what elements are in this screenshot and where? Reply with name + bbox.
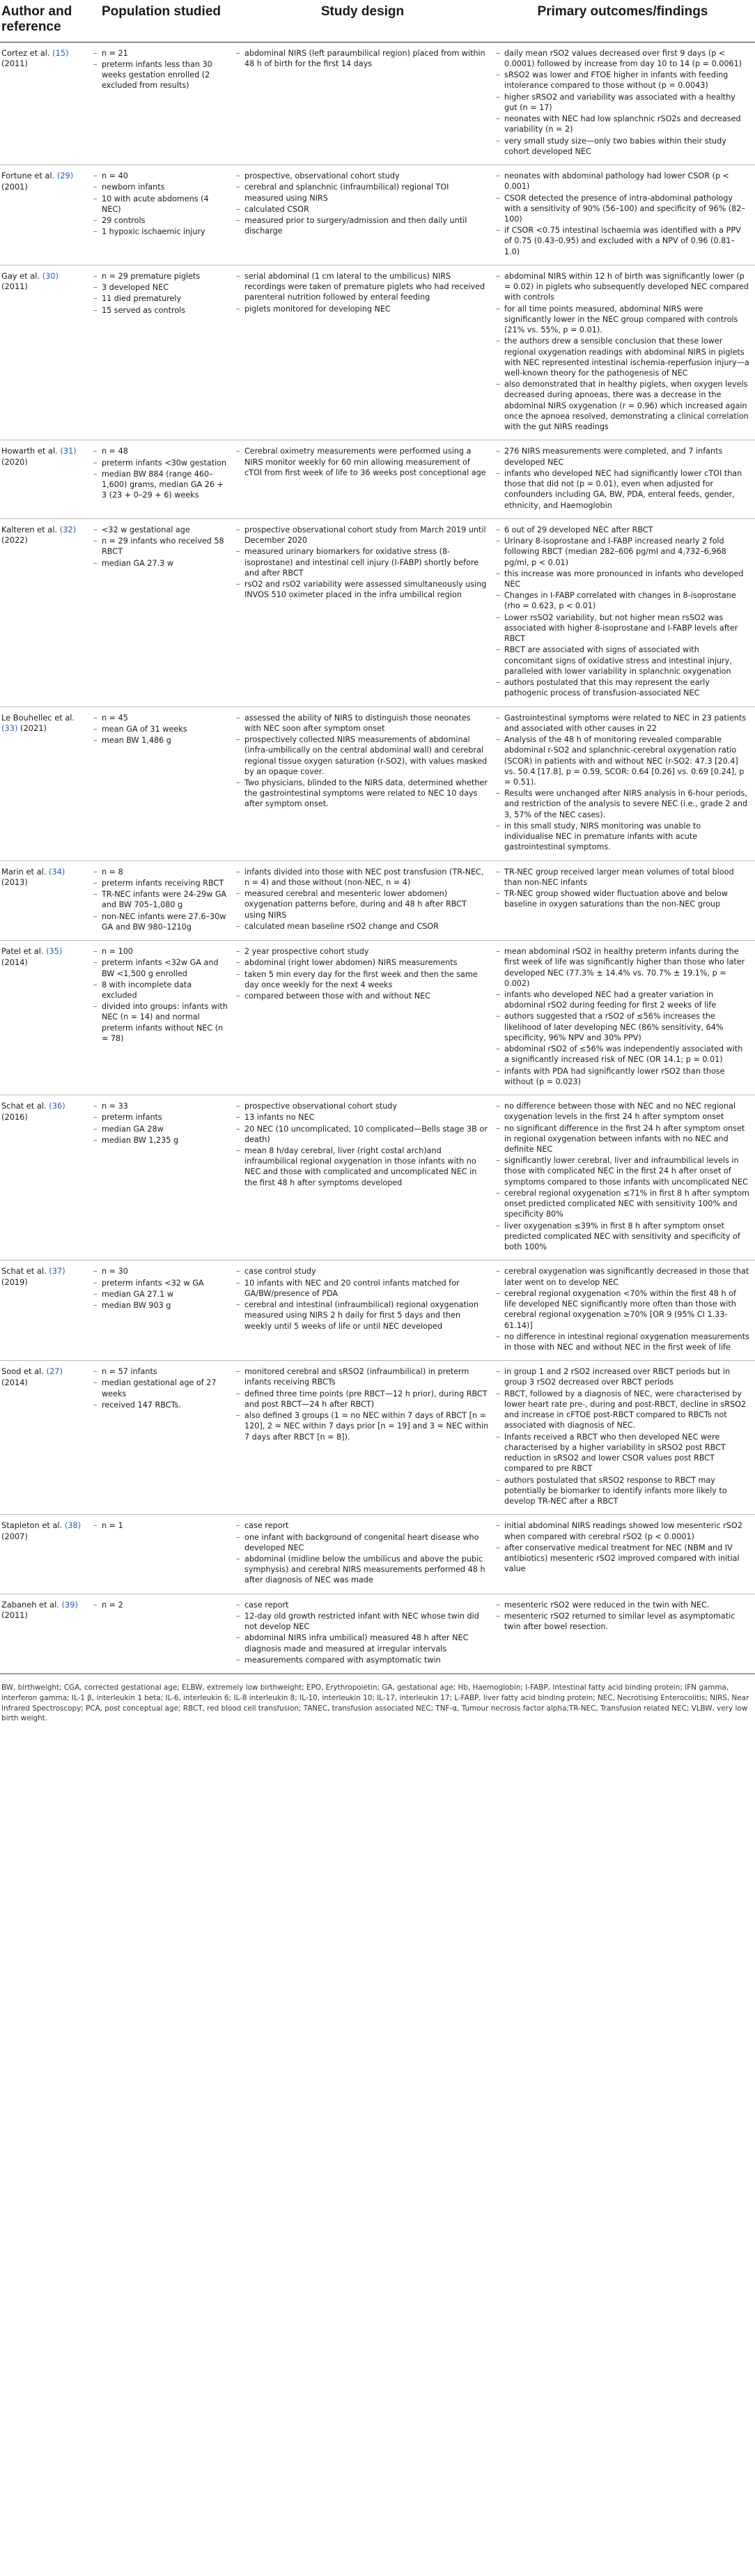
author-cell	[0, 518, 92, 707]
list-item: – newborn infants	[93, 182, 229, 192]
author-cell	[0, 440, 92, 518]
reference-link[interactable]: (31)	[60, 446, 77, 456]
outcomes-cell	[495, 42, 755, 164]
list-item: – piglets monitored for developing NEC	[236, 304, 489, 314]
population-list	[93, 171, 229, 237]
list-item: – case report	[236, 1600, 489, 1610]
list-item: – prospectively collected NIRS measurements of abdominal (infra-umbilically on the central abdominal wall) and cerebral regional tissue oxygen saturation (r-SO2), with values masked by an opaque cover.	[236, 734, 489, 777]
design-cell	[235, 440, 495, 518]
publication-year: (2011)	[1, 281, 28, 292]
list-item: – rsO2 and rsO2 variability were assessed simultaneously using INVOS 510 oximeter placed in the infra umbilical region	[236, 579, 489, 600]
list-item: – n = 48	[93, 446, 229, 456]
design-cell	[235, 941, 495, 1095]
list-item: – abdominal rSO2 of ≤56% was independently associated with a significantly increased risk of NEC (OR 14.1; p = 0.01)	[496, 1044, 749, 1065]
design-cell	[235, 1095, 495, 1260]
list-item: – measured urinary biomarkers for oxidative stress (8-isoprostane) and intestinal cell injury (I-FABP) shortly before and after RBCT	[236, 546, 489, 578]
list-item: – n = 30	[93, 1266, 229, 1277]
list-item: – initial abdominal NIRS readings showed low mesenteric rSO2 when compared with cerebral rSO2 (p < 0.0001)	[496, 1520, 749, 1541]
list-item: – RBCT, followed by a diagnosis of NEC, were characterised by lower heart rate pre-, during and post-RBCT, decline in sRSO2 and increase in cFTOE post-RBCT compared to RBCTs not associated with diagnosis of NEC.	[496, 1389, 749, 1431]
list-item: – median GA 27.1 w	[93, 1289, 229, 1299]
table-row	[0, 165, 755, 265]
design-list	[236, 525, 489, 601]
author-cell	[0, 1095, 92, 1260]
reference-link[interactable]: (29)	[56, 171, 74, 181]
list-item: – n = 100	[93, 946, 229, 957]
outcomes-list	[496, 171, 749, 257]
population-cell	[92, 861, 235, 940]
design-list	[236, 867, 489, 932]
outcomes-cell	[495, 440, 755, 518]
list-item: – received 147 RBCTs.	[93, 1400, 229, 1410]
table-row	[0, 265, 755, 440]
list-item: – in group 1 and 2 rSO2 increased over RBCT periods but in group 3 rSO2 decreased over RBCT periods	[496, 1366, 749, 1387]
reference-link[interactable]: (39)	[61, 1599, 78, 1610]
author-cell	[0, 1260, 92, 1361]
list-item: – 276 NIRS measurements were completed, and 7 infants developed NEC	[496, 446, 749, 467]
population-list	[93, 48, 229, 91]
design-list	[236, 1366, 489, 1442]
list-item: – calculated CSOR	[236, 204, 489, 215]
list-item: – cerebral regional oxygenation <70% within the first 48 h of life developed NEC significantly more often than those with cerebral regional oxygenation ≥70% [OR 9 (95% CI 1.33-61.14)]	[496, 1288, 749, 1331]
list-item: – no significant difference in the first 24 h after symptom onset in regional oxygenation between infants with no NEC and definite NEC	[496, 1123, 749, 1155]
population-cell	[92, 1515, 235, 1594]
reference-link[interactable]: (36)	[49, 1101, 65, 1111]
design-cell	[235, 165, 495, 265]
outcomes-cell	[495, 265, 755, 440]
author-name: Howarth et al.	[1, 446, 58, 456]
design-cell	[235, 707, 495, 861]
table-row	[0, 941, 755, 1095]
list-item: – defined three time points (pre RBCT—12 h prior), during RBCT and post RBCT—24 h after RBCT)	[236, 1389, 489, 1410]
reference-link[interactable]: (27)	[46, 1366, 63, 1377]
publication-year: (2013)	[1, 877, 28, 888]
list-item: – also defined 3 groups (1 = no NEC within 7 days of RBCT [n = 120], 2 = NEC within 7 days prior [n = 19] and 3 = NEC within 7 days after RBCT [n = 8]).	[236, 1410, 489, 1442]
list-item: – 8 with incomplete data excluded	[93, 980, 229, 1001]
list-item: – very small study size—only two babies within their study cohort developed NEC	[496, 136, 749, 157]
list-item: – for all time points measured, abdominal NIRS were significantly lower in the NEC group compared with controls (21% vs. 55%, p = 0.01).	[496, 304, 749, 336]
list-item: – authors postulated that this may represent the early pathogenic process of transfusion-associated NEC	[496, 677, 749, 698]
list-item: – 2 year prospective cohort study	[236, 946, 489, 957]
author-cell	[0, 861, 92, 940]
list-item: – liver oxygenation ≤39% in first 8 h after symptom onset predicted complicated NEC with sensitivity and specificity of both 100%	[496, 1221, 749, 1253]
table-row	[0, 518, 755, 707]
author-name: Patel et al.	[1, 946, 44, 957]
author-cell	[0, 1515, 92, 1594]
publication-year: (2019)	[1, 1277, 28, 1287]
author-name: Gay et al.	[1, 270, 40, 281]
list-item: – median BW 884 (range 460–1,600) grams, median GA 26 + 3 (23 + 0–29 + 6) weeks	[93, 469, 229, 501]
population-list	[93, 1366, 229, 1410]
list-item: – preterm infants receiving RBCT	[93, 878, 229, 888]
population-list	[93, 1101, 229, 1146]
list-item: – Infants received a RBCT who then developed NEC were characterised by a higher variability in sRSO2 post RBCT reduction in sRSO2 and lower CSOR values post RBCT compared to pre RBCT	[496, 1432, 749, 1474]
list-item: – assessed the ability of NIRS to distinguish those neonates with NEC soon after symptom onset	[236, 713, 489, 734]
list-item: – this increase was more pronounced in infants who developed NEC	[496, 569, 749, 589]
table-row	[0, 440, 755, 518]
author-cell	[0, 265, 92, 440]
list-item: – n = 57 infants	[93, 1366, 229, 1377]
list-item: – Gastrointestinal symptoms were related to NEC in 23 patients and associated with other causes in 22	[496, 713, 749, 734]
list-item: – mesenteric rSO2 were reduced in the twin with NEC.	[496, 1600, 749, 1610]
reference-link[interactable]: (34)	[48, 866, 65, 877]
outcomes-list	[496, 1520, 749, 1574]
list-item: – TR-NEC infants were 24-29w GA and BW 705–1,080 g	[93, 889, 229, 910]
outcomes-list	[496, 1600, 749, 1633]
list-item: – 6 out of 29 developed NEC after RBCT	[496, 525, 749, 535]
reference-link[interactable]: (35)	[46, 946, 63, 957]
list-item: – infants divided into those with NEC post transfusion (TR-NEC, n = 4) and those without (non-NEC, n = 4)	[236, 867, 489, 888]
list-item: – mean GA of 31 weeks	[93, 724, 229, 734]
list-item: – no difference in intestinal regional oxygenation measurements in those with NEC and without NEC in the first week of life	[496, 1332, 749, 1352]
list-item: – measured prior to surgery/admission and then daily until discharge	[236, 215, 489, 236]
list-item: – sRSO2 was lower and FTOE higher in infants with feeding intolerance compared to those without (p = 0.0043)	[496, 70, 749, 91]
list-item: – preterm infants <30w gestation	[93, 458, 229, 468]
table-header	[0, 0, 755, 42]
outcomes-list	[496, 1266, 749, 1352]
reference-link[interactable]: (37)	[49, 1266, 65, 1277]
reference-link[interactable]: (33)	[1, 723, 18, 734]
list-item: – prospective observational cohort study from March 2019 until December 2020	[236, 525, 489, 546]
list-item: – prospective observational cohort study	[236, 1101, 489, 1111]
design-list	[236, 446, 489, 478]
population-cell	[92, 165, 235, 265]
list-item: – monitored cerebral and sRSO2 (infraumbilical) in preterm infants receiving RBCTs	[236, 1366, 489, 1387]
list-item: – authors suggested that a rSO2 of ≤56% increases the likelihood of later developing NEC (86% sensitivity, 64% specificity, 96% NPV and 30% PPV)	[496, 1011, 749, 1043]
list-item: – abdominal NIRS within 12 h of birth was significantly lower (p = 0.02) in piglets who subsequently developed NEC compared with controls	[496, 271, 749, 303]
design-cell	[235, 1361, 495, 1515]
author-name: Sood et al.	[1, 1366, 44, 1377]
list-item: – 13 infants no NEC	[236, 1112, 489, 1123]
design-cell	[235, 1594, 495, 1673]
population-list	[93, 525, 229, 569]
population-list	[93, 1266, 229, 1311]
list-item: – no difference between those with NEC and no NEC regional oxygenation levels in the first 24 h after symptom onset	[496, 1101, 749, 1122]
outcomes-cell	[495, 707, 755, 861]
author-name: Cortez et al.	[1, 47, 50, 58]
list-item: – infants who developed NEC had significantly lower cTOI than those that did not (p = 0.01), even when adjusted for confounders including GA, BW, PDA, enteral feeds, gender, ethnicity, and Haemoglobin	[496, 468, 749, 511]
author-name: Marin et al.	[1, 866, 47, 877]
list-item: – <32 w gestational age	[93, 525, 229, 535]
list-item: – prospective, observational cohort study	[236, 171, 489, 181]
reference-link[interactable]: (38)	[64, 1520, 81, 1531]
population-list	[93, 271, 229, 316]
list-item: – preterm infants <32 w GA	[93, 1278, 229, 1288]
list-item: – Cerebral oximetry measurements were performed using a NIRS monitor weekly for 60 min allowing measurement of cTOI from first week of life to 36 weeks post conceptional age	[236, 446, 489, 478]
publication-year: (2011)	[1, 1610, 28, 1621]
list-item: – cerebral and intestinal (infraumbilical) regional oxygenation measured using NIRS 2 h daily for first 5 days and then weekly until 5 weeks of life or until NEC developed	[236, 1299, 489, 1332]
list-item: – preterm infants	[93, 1112, 229, 1123]
design-cell	[235, 265, 495, 440]
list-item: – compared between those with and without NEC	[236, 991, 489, 1001]
header-design: Study design	[235, 0, 495, 42]
outcomes-cell	[495, 518, 755, 707]
list-item: – n = 45	[93, 713, 229, 723]
outcomes-cell	[495, 1361, 755, 1515]
list-item: – serial abdominal (1 cm lateral to the umbilicus) NIRS recordings were taken of premature piglets who had received parenteral nutrition followed by enteral feeding	[236, 271, 489, 303]
design-list	[236, 1266, 489, 1331]
population-list	[93, 946, 229, 1044]
population-cell	[92, 707, 235, 861]
population-cell	[92, 1095, 235, 1260]
list-item: – taken 5 min every day for the first week and then the same day once weekly for the next 4 weeks	[236, 969, 489, 990]
population-cell	[92, 1361, 235, 1515]
header-outcomes: Primary outcomes/findings	[495, 0, 755, 42]
header-author: Author and reference	[0, 0, 92, 42]
author-cell	[0, 42, 92, 164]
list-item: – preterm infants less than 30 weeks gestation enrolled (2 excluded from results)	[93, 59, 229, 91]
reference-link[interactable]: (32)	[59, 524, 77, 534]
list-item: – after conservative medical treatment for NEC (NBM and IV antibiotics) mesenteric rSO2 improved compared with initial value	[496, 1543, 749, 1575]
list-item: – cerebral regional oxygenation ≤71% in first 8 h after symptom onset predicted complicated NEC with sensitivity 100% and specificity 80%	[496, 1188, 749, 1220]
design-list	[236, 713, 489, 810]
list-item: – Results were unchanged after NIRS analysis in 6-hour periods, and restriction of the analysis to severe NEC (i.e., grade 2 and 3, 57% of the NEC cases).	[496, 788, 749, 820]
population-list	[93, 713, 229, 746]
list-item: – Two physicians, blinded to the NIRS data, determined whether the gastrointestinal symptoms were related to NEC 10 days after symptom onset.	[236, 778, 489, 810]
list-item: – in this small study, NIRS monitoring was unable to individualise NEC in premature infants with acute gastrointestinal symptoms.	[496, 821, 749, 853]
list-item: – Lower rsSO2 variability, but not higher mean rsSO2 was associated with higher 8-isoprostane and I-FABP levels after RBCT	[496, 612, 749, 645]
list-item: – n = 21	[93, 48, 229, 59]
publication-year: (2022)	[1, 535, 28, 546]
list-item: – TR-NEC group showed wider fluctuation above and below baseline in oxygen saturations than the non-NEC group	[496, 888, 749, 909]
author-name: Le Bouhellec et al.	[1, 712, 75, 723]
design-cell	[235, 1515, 495, 1594]
list-item: – 10 with acute abdomens (4 NEC)	[93, 194, 229, 215]
population-list	[93, 1520, 229, 1531]
list-item: – n = 8	[93, 867, 229, 877]
author-name: Kalteren et al.	[1, 524, 58, 534]
outcomes-list	[496, 271, 749, 433]
table-row	[0, 861, 755, 940]
population-cell	[92, 265, 235, 440]
design-cell	[235, 1260, 495, 1361]
list-item: – authors postulated that sRSO2 response to RBCT may potentially be biomarker to identify infants more likely to develop TR-NEC after a RBCT	[496, 1475, 749, 1507]
abbreviations-footnote: BW, birthweight; CGA, corrected gestational age; ELBW, extremely low birthweight; EPO, Erythropoietin; GA, gestational age; Hb, Haemoglobin; I-FABP, Intestinal fatty acid binding protein; IFN gamma, interferon gamma; IL-1 β, interleukin 1 beta; IL-6, interleukin 6; IL-8 interleukin 8; IL-10, interleukin 10; IL-17, interleukin 17; L-FABP, liver fatty acid binding protein; NEC, Necrotising Enterocolitis; NIRS, Near Infrared Spectroscopy; PCA, post conceptual age; RBCT, red blood cell transfusion; TANEC, transfusion associated NEC; TNF-α, Tumour necrosis factor alpha;TR-NEC, Transfusion related NEC; VLBW, very low birth weight.	[0, 1674, 755, 1724]
list-item: – the authors drew a sensible conclusion that these lower regional oxygenation readings with abdominal NIRS in piglets with NEC represented intestinal ischemia-reperfusion injury—a well-known theory for the pathogenesis of NEC	[496, 336, 749, 378]
table-row	[0, 1095, 755, 1260]
list-item: – Changes in I-FABP correlated with changes in 8-isoprostane (rho = 0.623, p < 0.01)	[496, 590, 749, 611]
list-item: – Urinary 8-isoprostane and I-FABP increased nearly 2 fold following RBCT (median 282–606 pg/ml and 4,732–6,968 pg/ml, p < 0.01)	[496, 536, 749, 568]
table-body	[0, 42, 755, 1673]
list-item: – n = 29 infants who received 58 RBCT	[93, 536, 229, 557]
table-row	[0, 707, 755, 861]
list-item: – n = 33	[93, 1101, 229, 1111]
publication-year: (2016)	[1, 1111, 28, 1122]
design-list	[236, 1101, 489, 1188]
list-item: – median BW 1,235 g	[93, 1135, 229, 1146]
list-item: – Analysis of the 48 h of monitoring revealed comparable abdominal r-SO2 and splanchnic-cerebral oxygenation ratio (SCOR) in patients with and without NEC (r-SO2: 47.3 [20.4] vs. 50.4 [17.8], p = 0.59, SCOR: 0.64 [0.26] vs. 0.69 [0.24], p = 0.51).	[496, 734, 749, 787]
author-name: Fortune et al.	[1, 171, 55, 181]
outcomes-cell	[495, 861, 755, 940]
list-item: – n = 29 premature piglets	[93, 271, 229, 281]
population-list	[93, 867, 229, 932]
list-item: – higher sRSO2 and variability was associated with a healthy gut (n = 17)	[496, 92, 749, 113]
list-item: – RBCT are associated with signs of associated with concomitant signs of oxidative stress and intestinal injury, paralleled with lower variability in splanchnic oxygenation	[496, 645, 749, 677]
list-item: – case control study	[236, 1266, 489, 1277]
author-cell	[0, 1361, 92, 1515]
list-item: – median gestational age of 27 weeks	[93, 1378, 229, 1398]
population-cell	[92, 1594, 235, 1673]
table-row	[0, 1594, 755, 1673]
population-list	[93, 446, 229, 500]
list-item: – significantly lower cerebral, liver and infraumbilical levels in those with complicated NEC in the first 24 h after onset of symptoms compared to those infants with uncomplicated NEC	[496, 1155, 749, 1187]
outcomes-cell	[495, 165, 755, 265]
publication-year: (2011)	[1, 59, 28, 69]
list-item: – 29 controls	[93, 215, 229, 226]
author-cell	[0, 1594, 92, 1673]
publication-year: (2020)	[1, 456, 28, 467]
population-cell	[92, 440, 235, 518]
table-row	[0, 1260, 755, 1361]
list-item: – abdominal (midline below the umbilicus and above the pubic symphysis) and cerebral NIRS measurements performed 48 h after diagnosis of NEC was made	[236, 1554, 489, 1586]
design-cell	[235, 42, 495, 164]
list-item: – measured cerebral and mesenteric lower abdomen) oxygenation patterns before, during and 48 h after RBCT using NIRS	[236, 888, 489, 920]
list-item: – n = 40	[93, 171, 229, 181]
outcomes-list	[496, 1366, 749, 1506]
list-item: – cerebral oxygenation was significantly decreased in those that later went on to develop NEC	[496, 1266, 749, 1287]
list-item: – CSOR detected the presence of intra-abdominal pathology with a sensitivity of 90% (56–100) and specificity of 96% (82–100)	[496, 193, 749, 225]
outcomes-cell	[495, 941, 755, 1095]
publication-year: (2007)	[1, 1531, 28, 1541]
author-name: Schat et al.	[1, 1266, 47, 1277]
list-item: – cerebral and splanchnic (infraumbilical) regional TOI measured using NIRS	[236, 182, 489, 203]
list-item: – daily mean rSO2 values decreased over first 9 days (p < 0.0001) followed by increase from day 10 to 14 (p = 0.0061)	[496, 48, 749, 69]
list-item: – mean 8 h/day cerebral, liver (right costal arch)and infraumbilical regional oxygenation in those infants with no NEC and those with complicated and uncomplicated NEC in the first 48 h after symptoms developed	[236, 1146, 489, 1188]
publication-year: (2021)	[20, 723, 47, 734]
author-name: Zabaneh et al.	[1, 1599, 59, 1610]
list-item: – mean BW 1,486 g	[93, 735, 229, 746]
list-item: – TR-NEC group received larger mean volumes of total blood than non-NEC infants	[496, 867, 749, 888]
list-item: – one infant with background of congenital heart disease who developed NEC	[236, 1532, 489, 1553]
list-item: – also demonstrated that in healthy piglets, when oxygen levels decreased during apnoeas, there was a decrease in the abdominal NIRS oxygenation (r = 0.96) which increased again once the apnoea resolved, demonstrating a clinical correlation with the gut NIRS readings	[496, 379, 749, 432]
list-item: – preterm infants <32w GA and BW <1,500 g enrolled	[93, 957, 229, 978]
outcomes-list	[496, 867, 749, 910]
outcomes-cell	[495, 1095, 755, 1260]
reference-link[interactable]: (15)	[52, 47, 69, 58]
design-list	[236, 1600, 489, 1665]
outcomes-cell	[495, 1260, 755, 1361]
list-item: – measurements compared with asymptomatic twin	[236, 1655, 489, 1665]
list-item: – median GA 27.3 w	[93, 558, 229, 569]
list-item: – abdominal NIRS infra umbilical) measured 48 h after NEC diagnosis made and measured at irregular intervals	[236, 1633, 489, 1653]
publication-year: (2014)	[1, 957, 28, 967]
design-cell	[235, 518, 495, 707]
list-item: – median GA 28w	[93, 1124, 229, 1134]
list-item: – if CSOR <0.75 intestinal ischaemia was identified with a PPV of 0.75 (0.43–0.95) and excluded with a NPV of 0.96 (0.81–1.0)	[496, 225, 749, 257]
outcomes-list	[496, 48, 749, 157]
design-list	[236, 946, 489, 1001]
author-cell	[0, 707, 92, 861]
population-cell	[92, 518, 235, 707]
design-list	[236, 271, 489, 314]
design-list	[236, 48, 489, 69]
outcomes-cell	[495, 1515, 755, 1594]
list-item: – median BW 903 g	[93, 1300, 229, 1311]
population-cell	[92, 42, 235, 164]
list-item: – mesenteric rSO2 returned to similar level as asymptomatic twin after bowel resection.	[496, 1611, 749, 1632]
list-item: – calculated mean baseline rSO2 change and CSOR	[236, 921, 489, 932]
list-item: – infants who developed NEC had a greater variation in abdominal rSO2 during feeding for first 2 weeks of life	[496, 989, 749, 1010]
list-item: – case report	[236, 1520, 489, 1531]
outcomes-list	[496, 713, 749, 853]
list-item: – neonates with abdominal pathology had lower CSOR (p < 0.001)	[496, 171, 749, 192]
author-cell	[0, 165, 92, 265]
reference-link[interactable]: (30)	[42, 270, 59, 281]
header-population: Population studied	[92, 0, 235, 42]
list-item: – infants with PDA had significantly lower rSO2 than those without (p = 0.023)	[496, 1066, 749, 1087]
list-item: – 10 infants with NEC and 20 control infants matched for GA/BW/presence of PDA	[236, 1278, 489, 1299]
author-name: Stapleton et al.	[1, 1520, 63, 1531]
list-item: – 3 developed NEC	[93, 282, 229, 293]
population-cell	[92, 1260, 235, 1361]
author-cell	[0, 941, 92, 1095]
outcomes-list	[496, 1101, 749, 1252]
list-item: – abdominal NIRS (left paraumbilical region) placed from within 48 h of birth for the first 14 days	[236, 48, 489, 69]
list-item: – neonates with NEC had low splanchnic rSO2s and decreased variability (n = 2)	[496, 114, 749, 134]
design-list	[236, 171, 489, 236]
list-item: – non-NEC infants were 27.6–30w GA and BW 980–1210g	[93, 911, 229, 932]
population-cell	[92, 941, 235, 1095]
publication-year: (2014)	[1, 1377, 28, 1387]
population-list	[93, 1600, 229, 1610]
design-list	[236, 1520, 489, 1585]
outcomes-list	[496, 525, 749, 699]
list-item: – 15 served as controls	[93, 305, 229, 316]
list-item: – 12-day old growth restricted infant with NEC whose twin did not develop NEC	[236, 1611, 489, 1632]
list-item: – divided into groups: infants with NEC (n = 14) and normal preterm infants without NEC (n = 78)	[93, 1001, 229, 1044]
outcomes-list	[496, 946, 749, 1087]
outcomes-list	[496, 446, 749, 510]
list-item: – abdominal (right lower abdomen) NIRS measurements	[236, 957, 489, 968]
table-row	[0, 1361, 755, 1515]
table-row	[0, 42, 755, 164]
list-item: – n = 1	[93, 1520, 229, 1531]
table-row	[0, 1515, 755, 1594]
list-item: – mean abdominal rSO2 in healthy preterm infants during the first week of life was significantly higher than those who later developed NEC (77.3% ± 14.4% vs. 70.7% ± 19.1%, p = 0.002)	[496, 946, 749, 989]
list-item: – 11 died prematurely	[93, 293, 229, 304]
publication-year: (2001)	[1, 181, 28, 192]
list-item: – 20 NEC (10 uncomplicated, 10 complicated—Bells stage 3B or death)	[236, 1124, 489, 1145]
author-name: Schat et al.	[1, 1101, 47, 1111]
design-cell	[235, 861, 495, 940]
outcomes-cell	[495, 1594, 755, 1673]
list-item: – n = 2	[93, 1600, 229, 1610]
list-item: – 1 hypoxic ischaemic injury	[93, 226, 229, 237]
